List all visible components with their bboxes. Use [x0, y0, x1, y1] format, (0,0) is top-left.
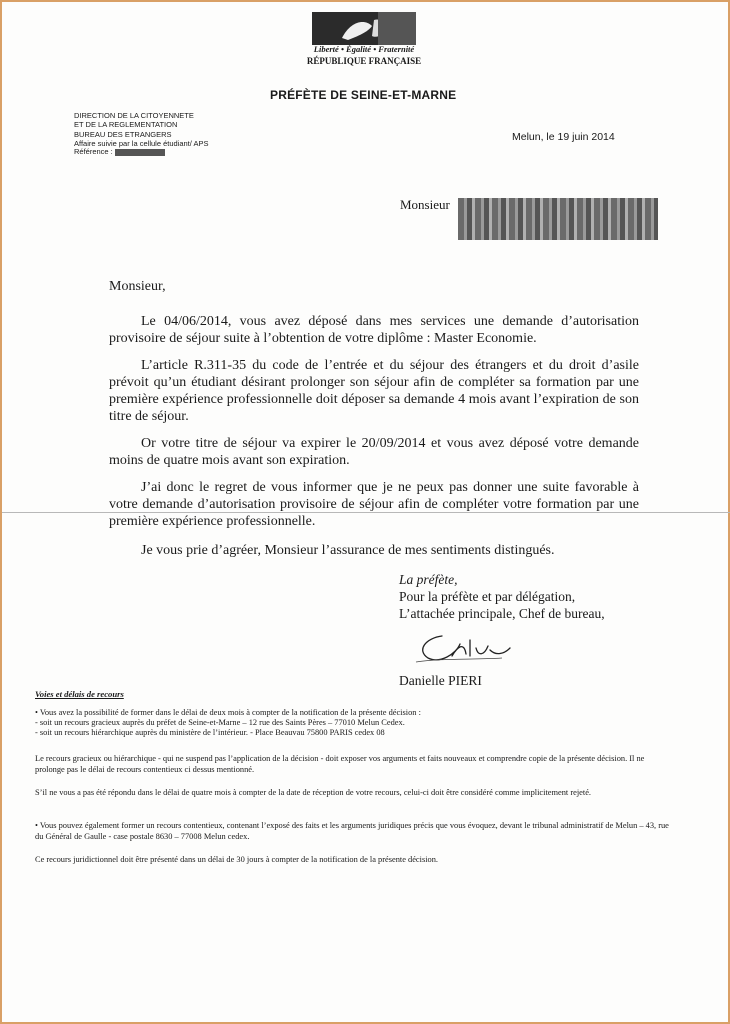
redacted-reference	[115, 149, 165, 156]
signatory-name: Danielle PIERI	[399, 673, 482, 688]
republic-motto: Liberté • Égalité • Fraternité	[313, 44, 415, 54]
recours-paragraph-3: S’il ne vous a pas été répondu dans le délai de quatre mois à compter de la date de réception de votre recours, celui-ci doit être considéré comme implicitement rejeté.	[35, 788, 592, 797]
marianne-logo	[312, 12, 416, 45]
direction-line: DIRECTION DE LA CITOYENNETE	[74, 111, 194, 120]
affaire-line: Affaire suivie par la cellule étudiant/ APS	[74, 138, 209, 148]
republic-name: RÉPUBLIQUE FRANÇAISE	[306, 56, 422, 66]
recours-bullet-1: • Vous avez la possibilité de former dans le délai de deux mois à compter de la notification de la présente décision :	[35, 708, 421, 717]
marianne-icon	[312, 12, 416, 45]
bureau-line: BUREAU DES ETRANGERS	[74, 130, 172, 140]
recours-paragraph-2: Le recours gracieux ou hiérarchique - qui ne suspend pas l’application de la décision - doit exposer vos arguments et faits nouveaux et comprendre copie de la présente décision. Il ne prolonge pas le délai de recours contentieux ci dessus mentionné.	[35, 754, 645, 774]
paragraph-3: Or votre titre de séjour va expirer le 20/09/2014 et vous avez déposé votre demande moins de quatre mois avant son expiration.	[109, 436, 639, 468]
paragraph-2: L’article R.311-35 du code de l’entrée et du séjour des étrangers et du droit d’asile prévoit qu’un étudiant désirant prolonger son séjour afin de compléter sa formation par une première expérience professionnelle doit déposer sa demande 4 mois avant l’expiration de son titre de séjour.	[109, 358, 639, 424]
paragraph-1: Le 04/06/2014, vous avez déposé dans mes services une demande d’autorisation provisoire de séjour suite à l’obtention de votre diplôme : Master Economie.	[109, 314, 639, 346]
signature-delegation: Pour la préfète et par délégation,	[399, 589, 576, 604]
handwritten-signature-icon	[412, 628, 522, 668]
reference-line	[74, 148, 209, 157]
recours-paragraph-4: • Vous pouvez également former un recours contentieux, contenant l’exposé des faits et les arguments juridiques précis que vous évoquez, devant le tribunal administratif de Melun – 43, rue du Général de Gaulle - case postale 8630 – 77008 Melun cedex.	[35, 821, 669, 841]
direction-line: ET DE LA REGLEMENTATION	[74, 119, 178, 129]
salutation: Monsieur,	[109, 279, 166, 294]
letter-date: Melun, le 19 juin 2014	[512, 131, 615, 143]
signature-role: L’attachée principale, Chef de bureau,	[399, 606, 605, 621]
recours-title: Voies et délais de recours	[35, 689, 124, 699]
recipient-label: Monsieur	[400, 197, 450, 212]
signature-title: La préfète,	[399, 572, 458, 587]
reference-label: Référence :	[74, 147, 113, 157]
recours-paragraph-5: Ce recours juridictionnel doit être présenté dans un délai de 30 jours à compter de la notification de la présente décision.	[35, 855, 439, 864]
recours-hierarchique: - soit un recours hiérarchique auprès du ministère de l’intérieur. - Place Beauvau 75800 PARIS cedex 08	[35, 728, 385, 737]
direction-block	[74, 112, 209, 157]
closing-paragraph: Je vous prie d’agréer, Monsieur l’assurance de mes sentiments distingués.	[141, 543, 555, 558]
recours-gracieux: - soit un recours gracieux auprès du préfet de Seine-et-Marne – 12 rue des Saints Pères – 77010 Melun Cedex.	[35, 718, 405, 727]
paragraph-4: J’ai donc le regret de vous informer que je ne peux pas donner une suite favorable à votre demande d’autorisation provisoire de séjour afin de compléter votre formation par une première expérience professionnelle.	[109, 480, 639, 529]
scan-artifact-line	[2, 512, 730, 513]
redacted-recipient	[458, 198, 658, 240]
prefecture-title: PRÉFÈTE DE SEINE-ET-MARNE	[270, 88, 457, 102]
